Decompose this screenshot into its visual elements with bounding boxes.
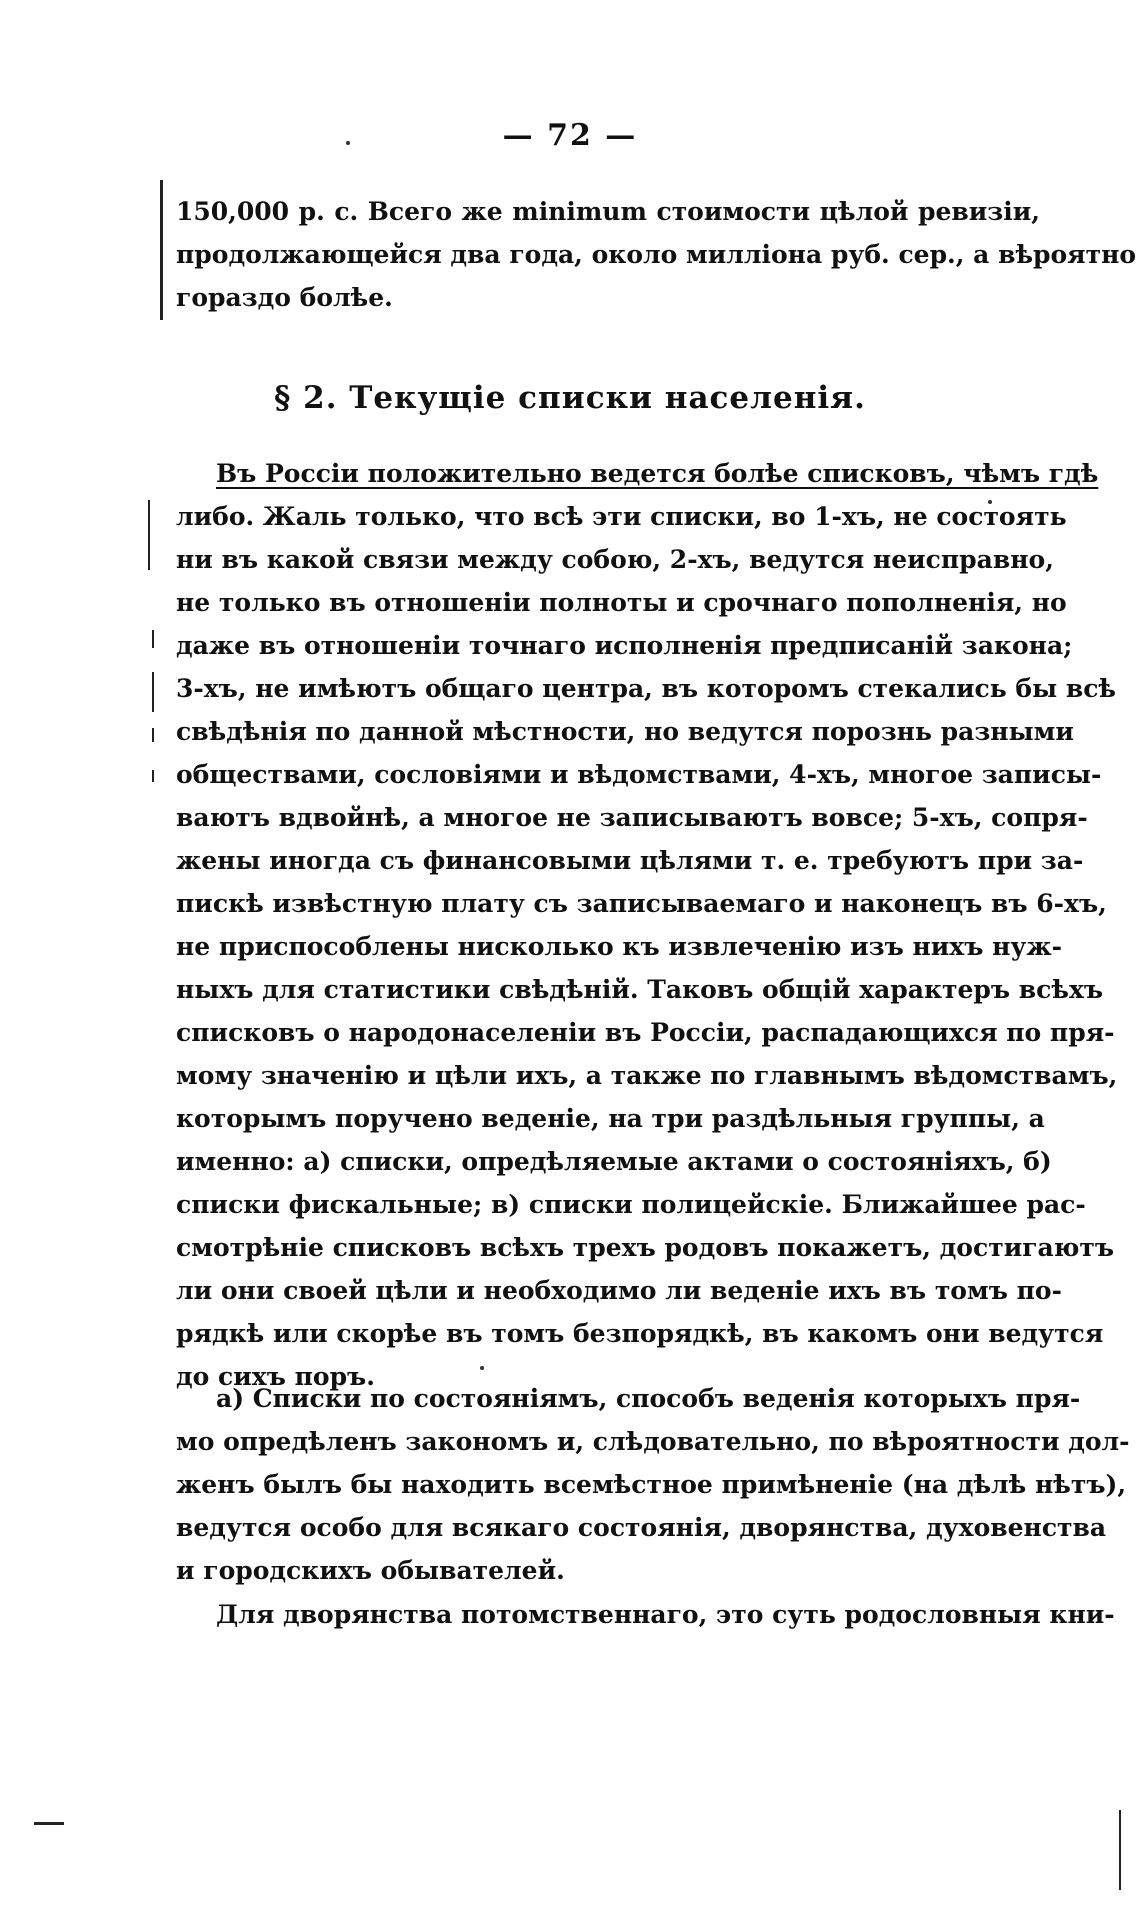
text-line: смотрѣніе списковъ всѣхъ трехъ родовъ покажетъ, достигаютъ	[176, 1233, 1115, 1262]
page-number: — 72 —	[502, 118, 638, 153]
text-line: не приспособлены нисколько къ извлеченію изъ нихъ нуж-	[176, 932, 1063, 961]
text-line: гораздо болѣе.	[176, 283, 393, 312]
text-line: рядкѣ или скорѣе въ томъ безпорядкѣ, въ какомъ они ведутся	[176, 1319, 1104, 1348]
margin-pencil-mark	[152, 672, 154, 712]
section-heading: § 2. Текущіе списки населенія.	[274, 380, 866, 416]
continuation-paragraph	[176, 190, 1137, 319]
text-line: продолжающейся два года, около милліона руб. сер., а вѣроятно	[176, 240, 1137, 269]
text-line: пискѣ извѣстную плату съ записываемаго и наконецъ въ 6-хъ,	[176, 889, 1107, 918]
text-line: 150,000 р. с. Всего же minimum стоимости цѣлой ревизіи,	[176, 197, 1040, 226]
text-line: даже въ отношеніи точнаго исполненія предписаній закона;	[176, 631, 1073, 660]
text-line: ни въ какой связи между собою, 2-хъ, ведутся неисправно,	[176, 545, 1054, 574]
text-line: женъ былъ бы находить всемѣстное примѣненіе (на дѣлѣ нѣтъ),	[176, 1470, 1127, 1499]
text-line: Для дворянства потомственнаго, это суть родословныя кни-	[216, 1600, 1115, 1629]
margin-pencil-mark	[152, 770, 154, 782]
text-line: жены иногда съ финансовыми цѣлями т. е. требуютъ при за-	[176, 846, 1084, 875]
text-line: которымъ поручено веденіе, на три раздѣльныя группы, а	[176, 1104, 1045, 1133]
text-line: списковъ о народонаселеніи въ Россіи, распадающихся по пря-	[176, 1018, 1115, 1047]
scan-speck	[346, 141, 350, 145]
text-line: ваютъ вдвойнѣ, а многое не записываютъ вовсе; 5-хъ, сопря-	[176, 803, 1088, 832]
text-line: ведутся особо для всякаго состоянія, дворянства, духовенства	[176, 1513, 1107, 1542]
scan-edge-mark	[1119, 1810, 1121, 1890]
text-line: а) Списки по состояніямъ, способъ веденія которыхъ пря-	[216, 1384, 1081, 1413]
text-line: ныхъ для статистики свѣдѣній. Таковъ общій характеръ всѣхъ	[176, 975, 1104, 1004]
margin-pencil-mark	[148, 500, 150, 570]
text-line: ли они своей цѣли и необходимо ли веденіе ихъ въ томъ по-	[176, 1276, 1062, 1305]
paragraph-current-lists	[176, 452, 1118, 1398]
paragraph-status-lists	[176, 1377, 1130, 1592]
text-line: списки фискальные; в) списки полицейскіе. Ближайшее рас-	[176, 1190, 1086, 1219]
text-line: мо опредѣленъ закономъ и, слѣдовательно, по вѣроятности дол-	[176, 1427, 1130, 1456]
scan-artifact-mark	[34, 1822, 64, 1825]
text-line: свѣдѣнія по данной мѣстности, но ведутся порознь разными	[176, 717, 1074, 746]
text-line: мому значенію и цѣли ихъ, а также по главнымъ вѣдомствамъ,	[176, 1061, 1118, 1090]
text-line: обществами, сословіями и вѣдомствами, 4-хъ, многое записы-	[176, 760, 1102, 789]
margin-pencil-mark	[152, 728, 154, 742]
text-line: 3-хъ, не имѣютъ общаго центра, въ которомъ стекались бы всѣ	[176, 674, 1117, 703]
text-line: именно: а) списки, опредѣляемые актами о состояніяхъ, б)	[176, 1147, 1052, 1176]
text-line: не только въ отношеніи полноты и срочнаго пополненія, но	[176, 588, 1067, 617]
text-line: либо. Жаль только, что всѣ эти списки, во 1-хъ, не состоять	[176, 502, 1067, 531]
text-line: и городскихъ обывателей.	[176, 1556, 565, 1585]
paragraph-nobility	[176, 1593, 1115, 1636]
text-line: Въ Россіи положительно ведется болѣе списковъ, чѣмъ гдѣ	[216, 459, 1099, 488]
margin-pencil-mark	[152, 630, 154, 648]
text-line: до сихъ поръ.	[176, 1362, 375, 1391]
margin-pencil-mark	[160, 180, 163, 320]
